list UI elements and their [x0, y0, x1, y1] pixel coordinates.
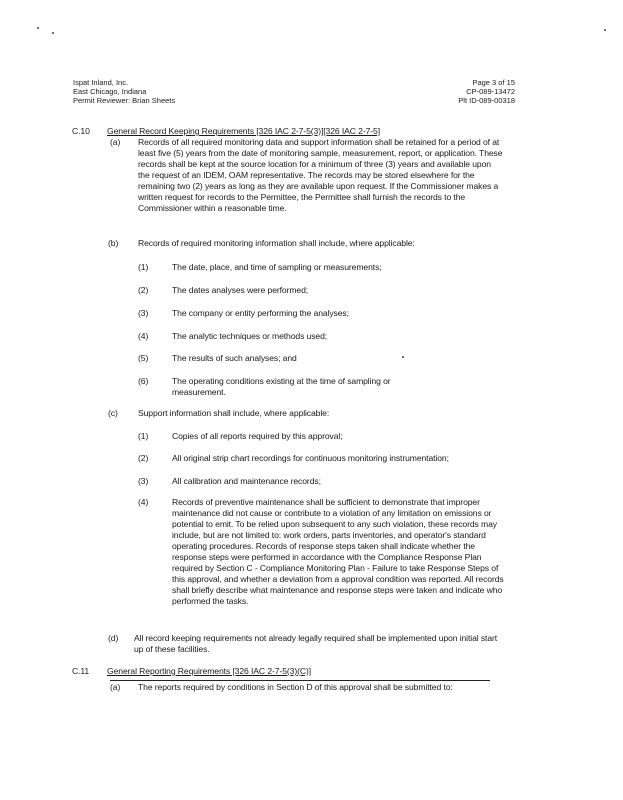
section-title: General Reporting Requirements [326 IAC 2-7-5(3)(C)] — [107, 666, 312, 676]
subitem-text: Records of preventive maintenance shall be sufficient to demonstrate that improper maintenance did not cause or contribute to a violation of any limitation on emissions or potential to emit. To be relied upon subsequent to any such violation, these records may include, but are not limited to: work orders, parts inventories, and operator's standard operating procedures. Records of response steps taken shall indicate whether the response steps were performed in accordance with the Compliance Response Plan required by Section C - Compliance Monitoring Plan - Failure to take Response Steps of this approval, and whether a deviation from a approval condition was reported. All records shall briefly describe what maintenance and response steps were taken and indicate who performed the tasks. — [172, 497, 504, 606]
subitem-label: (5) — [138, 353, 149, 363]
scan-edge-line — [110, 680, 490, 681]
scan-speck — [37, 27, 39, 29]
item-text: Records of required monitoring information shall include, where applicable: — [138, 238, 415, 248]
item-label: (a) — [110, 682, 121, 692]
subitem-label: (3) — [138, 308, 149, 318]
subitem-label: (1) — [138, 431, 149, 441]
item-label: (b) — [108, 238, 119, 248]
subitem-text: The results of such analyses; and — [172, 353, 297, 363]
header-plant-id: Plt ID-089-00318 — [458, 96, 515, 105]
subitem-label: (2) — [138, 285, 149, 295]
header-location: East Chicago, Indiana — [73, 87, 147, 96]
header-page-number: Page 3 of 15 — [472, 78, 515, 87]
scan-speck — [604, 29, 606, 31]
subitem-label: (3) — [138, 476, 149, 486]
subitem-text: Copies of all reports required by this approval; — [172, 431, 343, 441]
item-text: Records of all required monitoring data and support information shall be retained for a period of at least five (5) years from the date of monitoring sample, measurement, report, or application. These records shall be kept at the source location for a minimum of three (3) years and available upon the request of an IDEM, OAM representative. The records may be stored elsewhere for the remaining two (2) years as long as they are available upon request. If the Commissioner makes a written request for records to the Permittee, the Permittee shall furnish the records to the Commissioner within a reasonable time. — [138, 137, 503, 213]
item-text: Support information shall include, where applicable: — [138, 408, 330, 418]
section-number: C.10 — [72, 126, 90, 136]
header-company: Ispat Inland, Inc. — [73, 78, 129, 87]
section-title: General Record Keeping Requirements [326 IAC 2-7-5(3)][326 IAC 2-7-5] — [107, 126, 381, 136]
subitem-label: (6) — [138, 376, 149, 386]
subitem-text: The operating conditions existing at the time of sampling or measurement. — [172, 376, 391, 397]
subitem-text: The analytic techniques or methods used; — [172, 331, 328, 341]
subitem-text: The date, place, and time of sampling or measurements; — [172, 262, 382, 272]
scan-speck — [52, 32, 54, 34]
item-label: (c) — [108, 408, 118, 418]
subitem-label: (4) — [138, 497, 149, 507]
item-label: (a) — [110, 137, 121, 147]
header-reviewer: Permit Reviewer: Brian Sheets — [73, 96, 176, 105]
subitem-text: The dates analyses were performed; — [172, 285, 309, 295]
header-cp-number: CP-089-13472 — [466, 87, 515, 96]
subitem-label: (1) — [138, 262, 149, 272]
item-text: All record keeping requirements not already legally required shall be implemented upon initial start up of these facilities. — [134, 633, 498, 654]
item-label: (d) — [108, 633, 119, 643]
subitem-text: All calibration and maintenance records; — [172, 476, 321, 486]
subitem-label: (4) — [138, 331, 149, 341]
scan-speck — [402, 356, 404, 358]
item-text: The reports required by conditions in Section D of this approval shall be submitted to: — [138, 682, 453, 692]
subitem-label: (2) — [138, 453, 149, 463]
subitem-text: All original strip chart recordings for continuous monitoring instrumentation; — [172, 453, 449, 463]
section-number: C.11 — [72, 666, 90, 676]
subitem-text: The company or entity performing the analyses; — [172, 308, 349, 318]
